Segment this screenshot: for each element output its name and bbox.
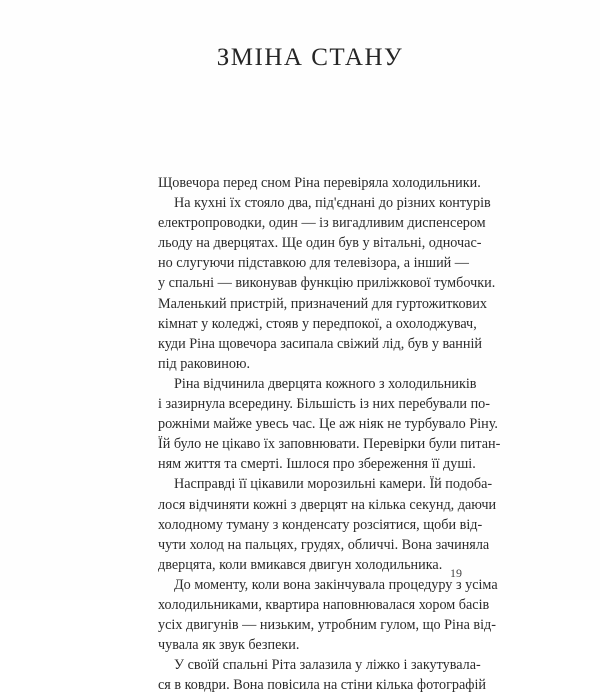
chapter-title: ЗМІНА СТАНУ (216, 44, 404, 71)
text-line: льоду на дверцятах. Ще один був у вітальні, одночас- (158, 235, 482, 252)
text-line: усіх двигунів — низьким, утробним гулом, що Ріна від- (158, 617, 496, 634)
text-line: електропроводки, один — із вигадливим диспенсером (158, 215, 486, 232)
text-line: у спальні — виконував функцію приліжкової тумбочки. (158, 275, 496, 292)
text-line: холодильниками, квартира наповнювалася хором басів (158, 596, 490, 613)
text-line: лося відчиняти кожні з дверцят на кілька секунд, даючи (158, 496, 497, 513)
text-line: куди Ріна щовечора засипала свіжий лід, був у ванній (158, 335, 482, 352)
text-line: рожніми майже увесь час. Це аж ніяк не турбувало Ріну. (158, 416, 498, 433)
text-line: Насправді її цікавили морозильні камери. Їй подоба- (174, 476, 493, 493)
text-line: холодному туману з конденсату розсіятися, щоби від- (158, 516, 483, 533)
text-line: До моменту, коли вона закінчувала процедуру з усіма (174, 576, 498, 593)
text-line: ням життя та смерті. Ішлося про збереження її душі. (158, 456, 476, 473)
text-line: Їй було не цікаво їх заповнювати. Перевірки були питан- (158, 436, 501, 453)
text-line: но слугуючи підставкою для телевізора, а інший — (158, 255, 469, 272)
text-line: На кухні їх стояло два, під'єднані до різних контурів (174, 195, 491, 212)
text-line: Щовечора перед сном Ріна перевіряла холодильники. (158, 175, 481, 191)
text-line: У своїй спальні Ріта залазила у ліжко і закутувала- (174, 657, 481, 674)
text-line: чути холод на пальцях, грудях, обличчі. Вона зачиняла (158, 536, 490, 553)
text-line: кімнат у коледжі, стояв у передпокої, а охолоджувач, (158, 315, 477, 332)
body-text (158, 173, 501, 695)
text-line: дверцята, коли вмикався двигун холодильника. (158, 556, 443, 573)
text-line: ся в ковдри. Вона повісила на стіни кілька фотографій (158, 677, 487, 694)
text-line: під раковиною. (158, 355, 251, 372)
text-line: Ріна відчинила дверцята кожного з холодильників (174, 375, 477, 392)
page-number: 19 (450, 566, 462, 580)
text-line: Маленький пристрій, призначений для гуртожиткових (158, 295, 487, 312)
text-line: і зазирнула всередину. Більшість із них перебували по- (158, 396, 490, 413)
text-line: чувала як звук безпеки. (158, 637, 300, 654)
